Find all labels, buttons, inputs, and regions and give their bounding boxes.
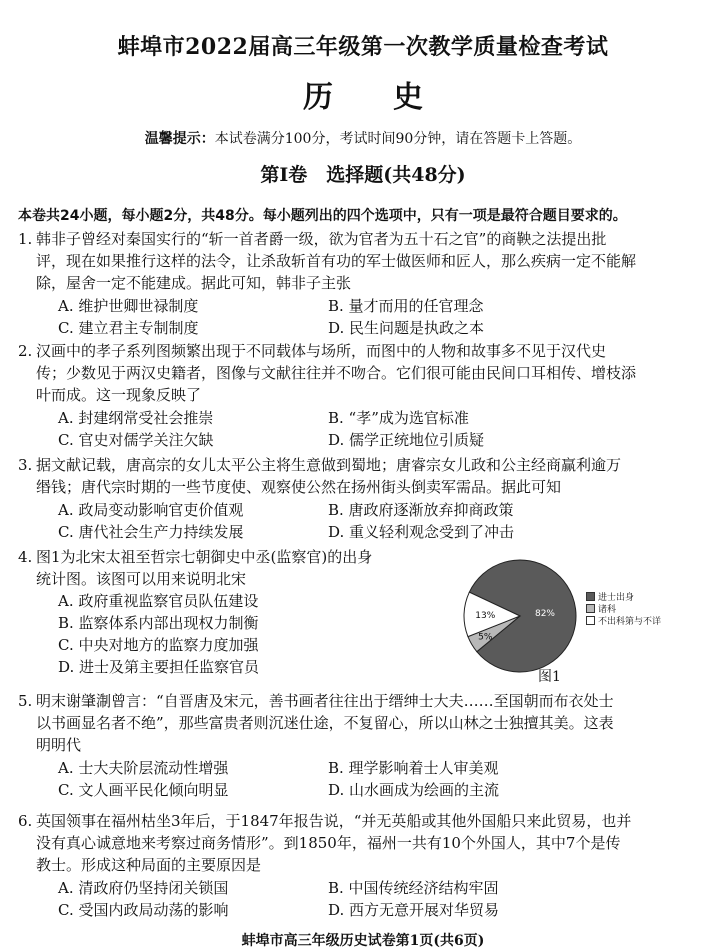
section-heading: 第Ⅰ卷 选择题(共48分) [260,164,466,186]
pie-slice-label: 5% [478,632,493,643]
option-c: C. 中央对地方的监察力度加强 [58,636,259,654]
question-6 [18,810,708,921]
legend-label: 进士出身 [598,592,635,603]
question-text: 英国领事在福州枯坐3年后，于1847年报告说，“并无英船或其他外国船只来此贸易，也并 [36,812,632,830]
question-text: 统计图。该图可以用来说明北宋 [36,570,247,588]
question-text: 没有真心诚意地来考察过商务情形”。到1850年，福州一共有10个外国人，其中7个是传 [36,834,621,852]
option-b: B. 量才而用的任官理念 [328,297,484,315]
question-4 [18,546,458,678]
subject-title: 历史 [303,80,483,115]
option-c: C. 唐代社会生产力持续发展 [58,523,244,541]
question-text: 缗钱；唐代宗时期的一些节度使、观察使公然在扬州街头倒卖军需品。据此可知 [36,478,562,496]
question-text: 以书画显名者不绝”，那些富贵者则沉迷仕途，不复留心，所以山林之士独擅其美。这表 [36,714,614,732]
option-b: B. “孝”成为选官标准 [328,409,469,427]
question-number: 3. [18,456,33,474]
figure-label: 图1 [538,669,561,685]
legend-item [586,590,661,602]
option-d: D. 山水画成为绘画的主流 [328,781,500,799]
question-2 [18,340,708,451]
option-a: A. 政局变动影响官吏价值观 [58,501,244,519]
option-d: D. 西方无意开展对华贸易 [328,901,500,919]
question-number: 2. [18,342,33,360]
question-text: 除，屋舍一定不能建成。据此可知，韩非子主张 [36,274,352,292]
question-text: 明明代 [36,736,82,754]
legend-swatch [586,604,595,613]
tip-label: 温馨提示： [144,131,215,147]
question-number: 5. [18,692,33,710]
question-text: 明末谢肇淛曾言：“自晋唐及宋元，善书画者往往出于缙绅士大夫……至国朝而布衣处士 [36,692,614,710]
section-intro: 本卷共24小题，每小题2分，共48分。每小题列出的四个选项中，只有一项是最符合题目要求的。 [18,208,627,224]
option-c: C. 建立君主专制制度 [58,319,199,337]
tip-line [0,128,726,148]
figure-1-chart [458,552,718,682]
pie-chart [458,552,588,682]
option-d: D. 民生问题是执政之本 [328,319,485,337]
option-b: B. 唐政府逐渐放弃抑商政策 [328,501,514,519]
pie-legend [586,590,661,626]
question-text: 图1为北宋太祖至哲宗七朝御史中丞(监察官)的出身 [36,548,373,566]
question-number: 4. [18,548,33,566]
option-c: C. 官史对儒学关注欠缺 [58,431,214,449]
option-a: A. 政府重视监察官员队伍建设 [58,592,259,610]
legend-swatch [586,616,595,625]
legend-item [586,614,661,626]
option-d: D. 儒学正统地位引质疑 [328,431,485,449]
question-text: 汉画中的孝子系列图频繁出现于不同载体与场所，而图中的人物和故事多不见于汉代史 [36,342,607,360]
question-number: 1. [18,230,33,248]
option-b: B. 监察体系内部出现权力制衡 [58,614,259,632]
question-text: 据文献记载，唐高宗的女儿太平公主将生意做到蜀地；唐睿宗女儿政和公主经商赢利逾万 [36,456,622,474]
option-b: B. 理学影响着士人审美观 [328,759,499,777]
legend-item [586,602,661,614]
question-1 [18,228,708,339]
question-text: 韩非子曾经对秦国实行的“斩一首者爵一级，欲为官者为五十石之官”的商鞅之法提出批 [36,230,607,248]
option-a: A. 封建纲常受社会推崇 [58,409,214,427]
option-d: D. 重义轻利观念受到了冲击 [328,523,515,541]
pie-slice-label: 82% [534,608,556,619]
pie-slice-label: 13% [475,610,496,621]
page-footer: 蚌埠市高三年级历史试卷第1页(共6页) [241,933,485,949]
option-a: A. 士大夫阶层流动性增强 [58,759,229,777]
option-a: A. 清政府仍坚持闭关锁国 [58,879,229,897]
question-number: 6. [18,812,33,830]
option-d: D. 进士及第主要担任监察官员 [58,658,260,676]
option-c: C. 受国内政局动荡的影响 [58,901,229,919]
tip-text: 本试卷满分100分，考试时间90分钟，请在答题卡上答题。 [214,131,582,147]
option-b: B. 中国传统经济结构牢固 [328,879,499,897]
question-text: 教士。形成这种局面的主要原因是 [36,856,262,874]
exam-title: 蚌埠市2022届高三年级第一次教学质量检查考试 [117,34,609,60]
question-text: 评，现在如果推行这样的法令，让杀敌斩首有功的军士做医师和匠人，那么疾病一定不能解 [36,252,637,270]
question-text: 传；少数见于两汉史籍者，图像与文献往往并不吻合。它们很可能由民间口耳相传、增枝添 [36,364,637,382]
legend-label: 不出科第与不详 [598,616,662,627]
question-3 [18,454,708,543]
legend-label: 诸科 [598,604,617,615]
legend-swatch [586,592,595,601]
option-c: C. 文人画平民化倾向明显 [58,781,229,799]
option-a: A. 维护世卿世禄制度 [58,297,199,315]
question-text: 叶而成。这一现象反映了 [36,386,202,404]
question-5 [18,690,708,801]
